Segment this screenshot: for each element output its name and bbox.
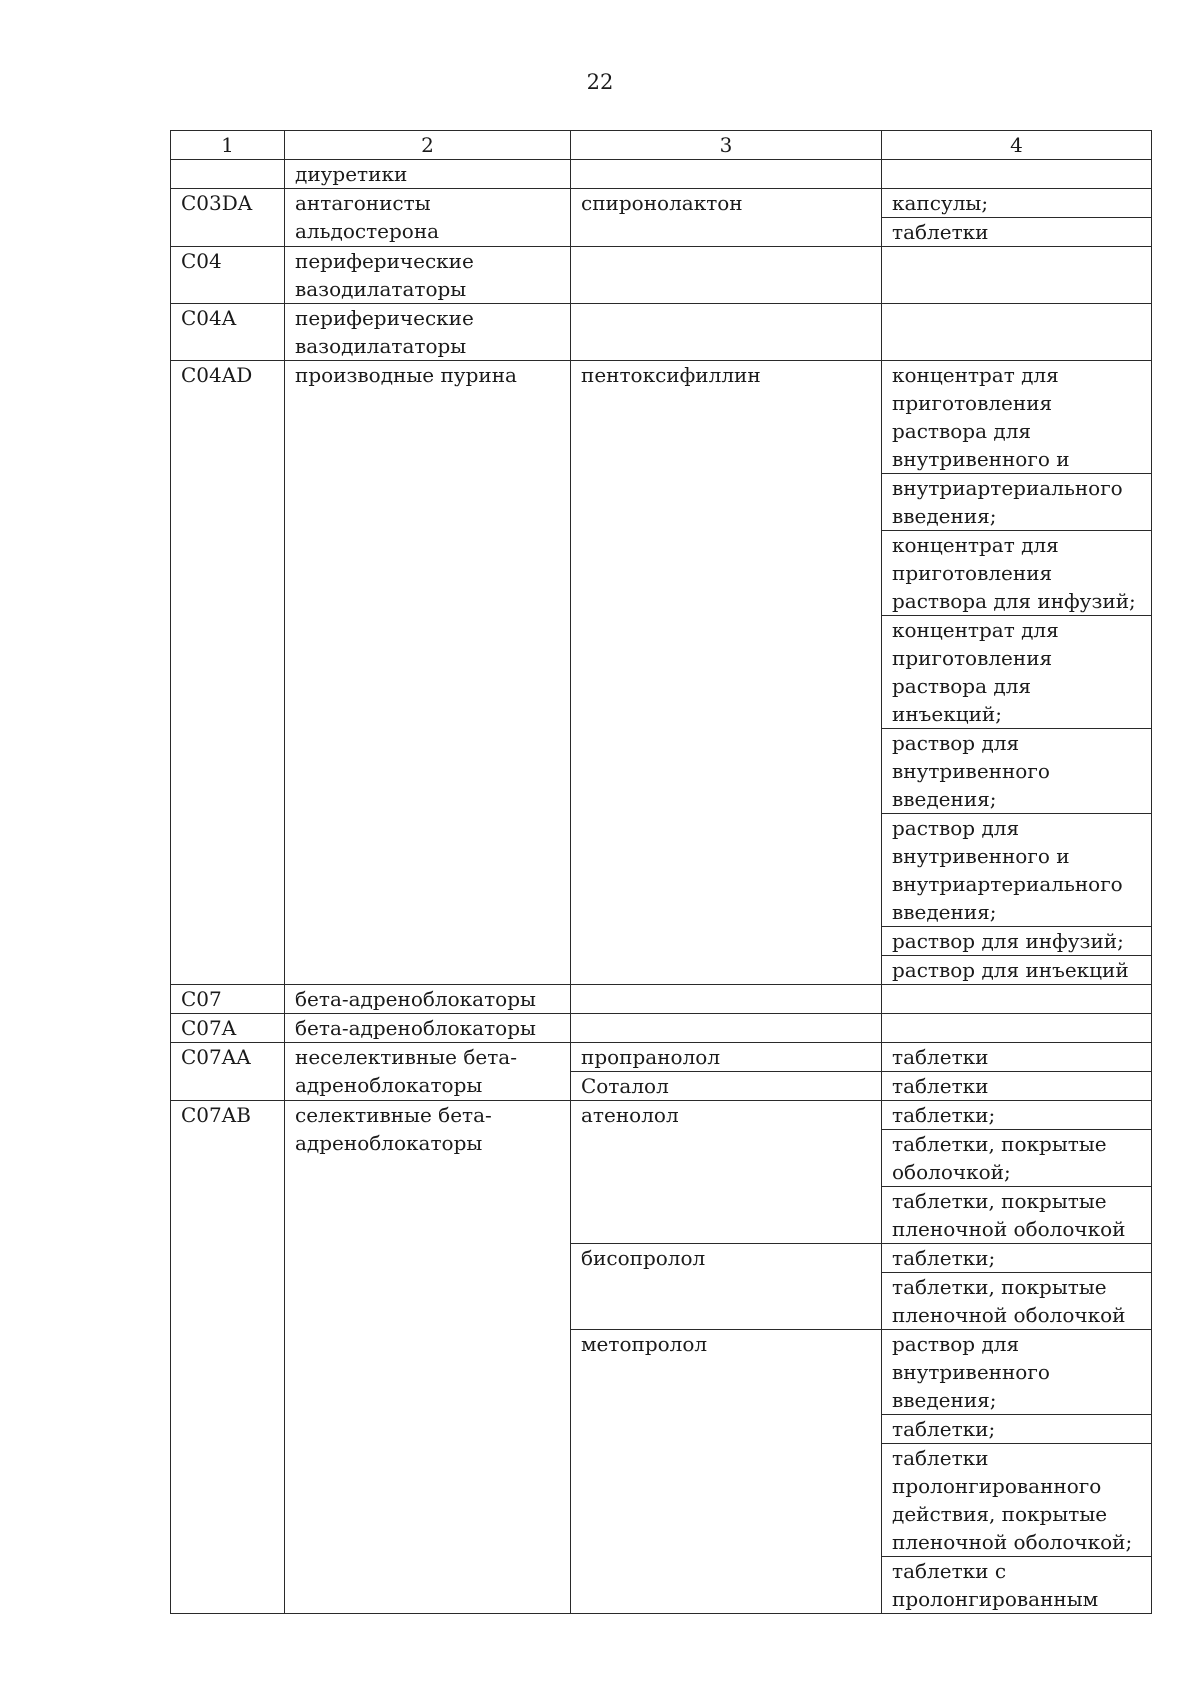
- atc-code: C04: [171, 247, 285, 304]
- dosage-form: таблетки пролонгированного действия, покрытые пленочной оболочкой;: [882, 1444, 1151, 1557]
- dosage-form: таблетки: [882, 1072, 1152, 1101]
- group-name: селективные бета-адреноблокаторы: [285, 1101, 571, 1614]
- table-row: [171, 189, 1152, 247]
- table-row: [171, 1101, 1152, 1244]
- atc-code: C07AB: [171, 1101, 285, 1614]
- dosage-form: капсулы;: [882, 189, 1151, 218]
- group-name: бета-адреноблокаторы: [285, 985, 571, 1014]
- dosage-form: раствор для внутривенного введения;: [882, 1330, 1151, 1415]
- group-name: неселективные бета-адреноблокаторы: [285, 1043, 571, 1101]
- drug-name: бисопролол: [571, 1244, 882, 1330]
- drug-name: пентоксифиллин: [571, 361, 882, 985]
- page-number: 22: [586, 70, 614, 94]
- atc-code: C03DA: [171, 189, 285, 247]
- dosage-form: таблетки, покрытые пленочной оболочкой: [892, 1189, 1126, 1241]
- dosage-forms: [882, 361, 1152, 985]
- dosage-form: раствор для инъекций: [892, 958, 1129, 982]
- header-col-3: 3: [571, 131, 882, 160]
- dosage-forms: [882, 189, 1152, 247]
- table-row: [171, 361, 1152, 985]
- dosage-forms: [882, 1330, 1152, 1614]
- dosage-form: внутриартериального введения;: [882, 474, 1151, 531]
- dosage-forms: [882, 1101, 1152, 1244]
- dosage-form: раствор для внутривенного введения;: [882, 729, 1151, 814]
- atc-code: C04AD: [171, 361, 285, 985]
- dosage-form: концентрат для приготовления раствора для внутривенного и: [882, 361, 1151, 474]
- dosage-form: таблетки;: [882, 1415, 1151, 1444]
- dosage-form: таблетки;: [882, 1244, 1151, 1273]
- drug-name: метопролол: [571, 1330, 882, 1614]
- atc-code: C07AA: [171, 1043, 285, 1101]
- atc-code: C07A: [171, 1014, 285, 1043]
- dosage-form: таблетки, покрытые оболочкой;: [882, 1130, 1151, 1187]
- table-row: [171, 1014, 1152, 1043]
- table-row: [171, 985, 1152, 1014]
- group-name: бета-адреноблокаторы: [285, 1014, 571, 1043]
- drug-name: Соталол: [571, 1072, 882, 1101]
- drug-name: атенолол: [571, 1101, 882, 1244]
- drug-name: спиронолактон: [571, 189, 882, 247]
- dosage-form: раствор для инфузий;: [882, 927, 1151, 956]
- drug-name: пропранолол: [571, 1043, 882, 1072]
- atc-code: C07: [171, 985, 285, 1014]
- table-row: [171, 1043, 1152, 1072]
- group-name: периферические вазодилататоры: [285, 247, 571, 304]
- table-row: [171, 304, 1152, 361]
- header-col-1: 1: [171, 131, 285, 160]
- table-row: [171, 247, 1152, 304]
- dosage-form: концентрат для приготовления раствора для инъекций;: [882, 616, 1151, 729]
- dosage-form: таблетки: [882, 1043, 1152, 1072]
- dosage-form: таблетки: [892, 220, 989, 244]
- dosage-form: таблетки с пролонгированным: [892, 1559, 1099, 1611]
- atc-code: C04A: [171, 304, 285, 361]
- table-row: [171, 160, 1152, 189]
- group-name: периферические вазодилататоры: [285, 304, 571, 361]
- dosage-form: таблетки;: [882, 1101, 1151, 1130]
- group-name: производные пурина: [285, 361, 571, 985]
- dosage-form: концентрат для приготовления раствора для инфузий;: [882, 531, 1151, 616]
- header-row: [171, 131, 1152, 160]
- group-name: антагонисты альдостерона: [285, 189, 571, 247]
- dosage-form: раствор для внутривенного и внутриартериального введения;: [882, 814, 1151, 927]
- dosage-form: таблетки, покрытые пленочной оболочкой: [892, 1275, 1126, 1327]
- dosage-forms: [882, 1244, 1152, 1330]
- drug-table: [170, 130, 1152, 1614]
- header-col-4: 4: [882, 131, 1152, 160]
- header-col-2: 2: [285, 131, 571, 160]
- group-name: диуретики: [285, 160, 571, 189]
